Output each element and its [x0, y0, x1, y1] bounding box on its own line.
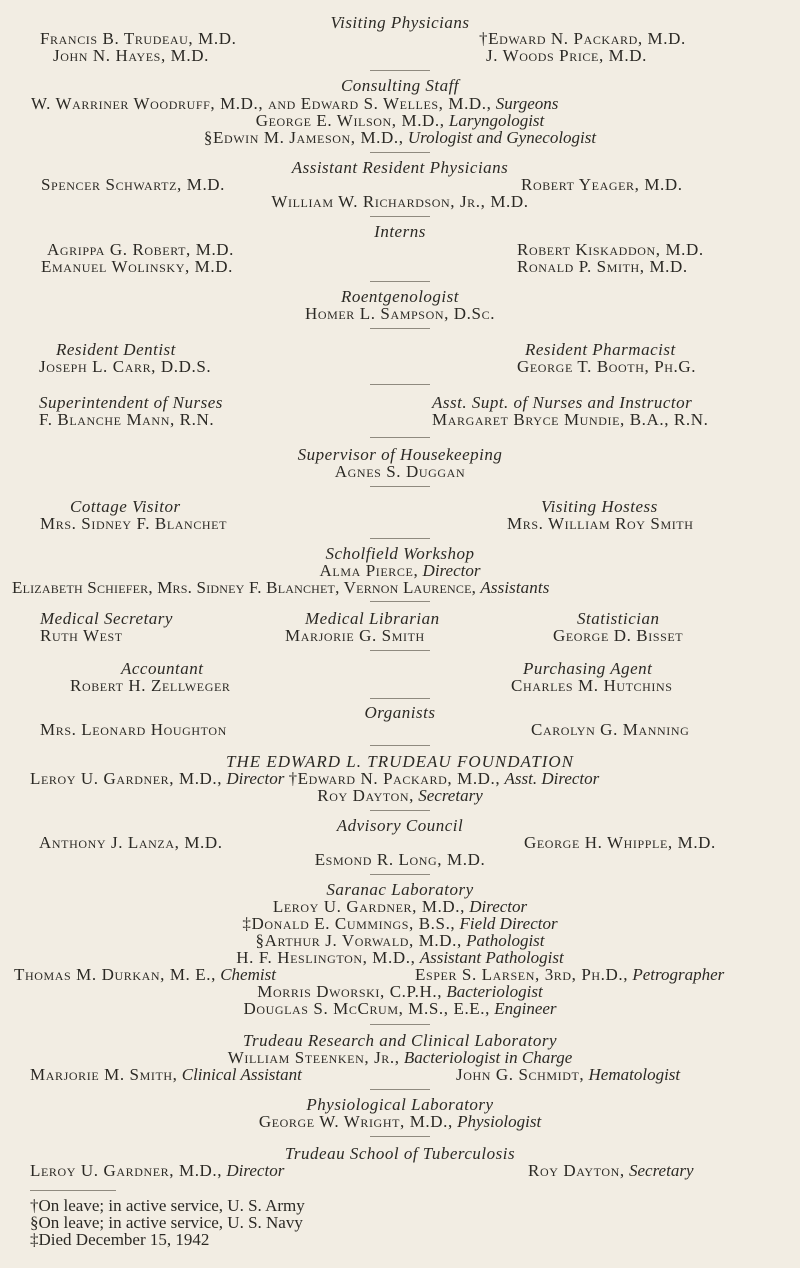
assistant-resident-left: Spencer Schwartz, M.D.: [41, 175, 226, 194]
saranac-r3-role: Pathologist: [466, 931, 545, 950]
asst-supt-nurses-name: Margaret Bryce Mundie, B.A., R.N.: [432, 410, 709, 429]
divider: [370, 874, 430, 875]
consulting-line-1-names: W. Warriner Woodruff, M.D., and Edward S. Welles, M.D.,: [31, 94, 492, 113]
school-director-role: Director: [226, 1161, 285, 1180]
research-r1-name: William Steenken, Jr.,: [227, 1048, 400, 1067]
intern-right-1: Robert Kiskaddon, M.D.: [517, 240, 704, 259]
foundation-line-2: [0, 787, 800, 805]
divider: [370, 216, 430, 217]
saranac-r4-name: H. F. Heslington, M.D.,: [236, 948, 416, 967]
divider: [370, 538, 430, 539]
research-lab-heading: Trudeau Research and Clinical Laboratory: [242, 1031, 558, 1050]
housekeeping-heading: Supervisor of Housekeeping: [297, 445, 503, 464]
saranac-r5-left-role: Chemist: [220, 965, 276, 984]
purchasing-agent-heading: Purchasing Agent: [523, 659, 653, 678]
cottage-visitor-heading: Cottage Visitor: [70, 497, 181, 516]
saranac-r1-role: Director: [469, 897, 528, 916]
saranac-r2-name: ‡Donald E. Cummings, B.S.,: [242, 914, 456, 933]
saranac-r5-left-name: Thomas M. Durkan, M. E.,: [14, 965, 216, 984]
organists-heading: Organists: [364, 703, 436, 722]
foundation-asst-director-role: Asst. Director: [504, 769, 600, 788]
research-r2-right-name: John G. Schmidt,: [456, 1065, 585, 1084]
statistician-heading: Statistician: [577, 609, 660, 628]
visiting-hostess-name: Mrs. William Roy Smith: [507, 514, 694, 533]
purchasing-agent-name: Charles M. Hutchins: [511, 676, 673, 695]
dentist-name: Joseph L. Carr, D.D.S.: [39, 357, 212, 376]
consulting-line-2-role: Laryngologist: [448, 111, 545, 130]
divider: [370, 328, 430, 329]
saranac-r1-name: Leroy U. Gardner, M.D.,: [272, 897, 465, 916]
research-r2-right-role: Hematologist: [588, 1065, 681, 1084]
pharmacist-heading: Resident Pharmacist: [525, 340, 676, 359]
superintendent-nurses-name: F. Blanche Mann, R.N.: [39, 410, 215, 429]
divider: [370, 152, 430, 153]
foundation-secretary-role: Secretary: [418, 786, 483, 805]
physiology-role: Physiologist: [457, 1112, 542, 1131]
superintendent-nurses-heading: Superintendent of Nurses: [39, 393, 223, 412]
advisory-left: Anthony J. Lanza, M.D.: [39, 833, 223, 852]
school-left: [30, 1162, 284, 1180]
intern-left-2: Emanuel Wolinsky, M.D.: [41, 257, 233, 276]
research-r2-left-role: Clinical Assistant: [181, 1065, 302, 1084]
school-right: [528, 1162, 694, 1180]
accountant-name: Robert H. Zellweger: [70, 676, 231, 695]
saranac-row-5-left: [14, 966, 276, 984]
divider: [370, 437, 430, 438]
organist-right: Carolyn G. Manning: [531, 720, 690, 739]
divider: [370, 650, 430, 651]
school-heading: Trudeau School of Tuberculosis: [284, 1144, 516, 1163]
workshop-director-name: Alma Pierce,: [319, 561, 419, 580]
saranac-r7-role: Engineer: [494, 999, 557, 1018]
saranac-heading: Saranac Laboratory: [326, 880, 474, 899]
visiting-left-1: Francis B. Trudeau, M.D.: [40, 29, 237, 48]
visiting-right-1: †Edward N. Packard, M.D.: [479, 29, 686, 48]
research-lab-row-2-right: [456, 1066, 680, 1084]
divider: [370, 1136, 430, 1137]
housekeeping-name: Agnes S. Duggan: [334, 462, 466, 481]
divider: [370, 486, 430, 487]
divider: [370, 281, 430, 282]
roentgenologist-name: Homer L. Sampson, D.Sc.: [304, 304, 496, 323]
workshop-director-role: Director: [422, 561, 481, 580]
divider: [370, 745, 430, 746]
intern-right-2: Ronald P. Smith, M.D.: [517, 257, 688, 276]
medical-librarian-name: Marjorie G. Smith: [285, 626, 425, 645]
research-lab-row-2-left: [30, 1066, 302, 1084]
interns-heading: Interns: [374, 222, 426, 241]
pharmacist-name: George T. Booth, Ph.G.: [517, 357, 697, 376]
visiting-right-2: J. Woods Price, M.D.: [486, 46, 647, 65]
workshop-assistants: [12, 579, 549, 597]
divider: [370, 1089, 430, 1090]
roentgenologist-heading: Roentgenologist: [341, 287, 459, 306]
workshop-heading: Scholfield Workshop: [325, 544, 475, 563]
consulting-line-2-name: George E. Wilson, M.D.,: [255, 111, 445, 130]
physiology-row: [0, 1113, 800, 1131]
foundation-secretary-name: Roy Dayton,: [317, 786, 414, 805]
divider: [370, 1024, 430, 1025]
statistician-name: George D. Bisset: [553, 626, 684, 645]
advisory-council-heading: Advisory Council: [336, 816, 464, 835]
cottage-visitor-name: Mrs. Sidney F. Blanchet: [40, 514, 228, 533]
visiting-physicians-heading: Visiting Physicians: [330, 13, 470, 32]
saranac-r2-role: Field Director: [459, 914, 558, 933]
visiting-hostess-heading: Visiting Hostess: [541, 497, 658, 516]
footnote-navy: §On leave; in active service, U. S. Navy: [30, 1213, 303, 1232]
consulting-line-3: [0, 129, 800, 147]
medical-secretary-heading: Medical Secretary: [40, 609, 173, 628]
footnote-died: ‡Died December 15, 1942: [30, 1230, 210, 1249]
footnote-divider: [30, 1190, 116, 1191]
visiting-left-2: John N. Hayes, M.D.: [53, 46, 209, 65]
physiology-heading: Physiological Laboratory: [306, 1095, 494, 1114]
assistant-resident-right: Robert Yeager, M.D.: [521, 175, 683, 194]
saranac-r5-right-name: Esper S. Larsen, 3rd, Ph.D.,: [415, 965, 629, 984]
research-r2-left-name: Marjorie M. Smith,: [30, 1065, 178, 1084]
school-director-name: Leroy U. Gardner, M.D.,: [30, 1161, 223, 1180]
saranac-r7-name: Douglas S. McCrum, M.S., E.E.,: [243, 999, 490, 1018]
consulting-line-1-role: Surgeons: [495, 94, 559, 113]
divider: [370, 70, 430, 71]
medical-librarian-heading: Medical Librarian: [305, 609, 440, 628]
consulting-line-3-name: §Edwin M. Jameson, M.D.,: [203, 128, 404, 147]
foundation-heading: THE EDWARD L. TRUDEAU FOUNDATION: [226, 752, 574, 771]
accountant-heading: Accountant: [121, 659, 204, 678]
divider: [370, 698, 430, 699]
school-secretary-role: Secretary: [628, 1161, 694, 1180]
saranac-r5-right-role: Petrographer: [632, 965, 725, 984]
consulting-staff-heading: Consulting Staff: [340, 76, 460, 95]
footnote-army: †On leave; in active service, U. S. Army: [30, 1196, 305, 1215]
workshop-assistants-role: Assistants: [480, 578, 550, 597]
divider: [370, 601, 430, 602]
saranac-row-7: [0, 1000, 800, 1018]
advisory-right: George H. Whipple, M.D.: [524, 833, 716, 852]
medical-secretary-name: Ruth West: [40, 626, 123, 645]
foundation-asst-director-name: †Edward N. Packard, M.D.,: [288, 769, 501, 788]
foundation-director-role: Director: [226, 769, 285, 788]
workshop-assistants-names: Elizabeth Schiefer, Mrs. Sidney F. Blanchet, Vernon Laurence,: [12, 578, 477, 597]
saranac-r6-role: Bacteriologist: [446, 982, 543, 1001]
saranac-r6-name: Morris Dworski, C.P.H.,: [257, 982, 443, 1001]
consulting-line-3-role: Urologist and Gynecologist: [407, 128, 597, 147]
organist-left: Mrs. Leonard Houghton: [40, 720, 227, 739]
saranac-r3-name: §Arthur J. Vorwald, M.D.,: [255, 931, 462, 950]
divider: [370, 384, 430, 385]
assistant-resident-center: William W. Richardson, Jr., M.D.: [271, 192, 529, 211]
dentist-heading: Resident Dentist: [56, 340, 176, 359]
saranac-r4-role: Assistant Pathologist: [419, 948, 564, 967]
school-secretary-name: Roy Dayton,: [528, 1161, 625, 1180]
assistant-residents-heading: Assistant Resident Physicians: [291, 158, 509, 177]
physiology-name: George W. Wright, M.D.,: [258, 1112, 453, 1131]
research-r1-role: Bacteriologist in Charge: [403, 1048, 573, 1067]
intern-left-1: Agrippa G. Robert, M.D.: [47, 240, 235, 259]
foundation-line-1: [30, 770, 599, 788]
asst-supt-nurses-heading: Asst. Supt. of Nurses and Instructor: [432, 393, 693, 412]
advisory-center: Esmond R. Long, M.D.: [314, 850, 486, 869]
foundation-director-name: Leroy U. Gardner, M.D.,: [30, 769, 223, 788]
divider: [370, 810, 430, 811]
